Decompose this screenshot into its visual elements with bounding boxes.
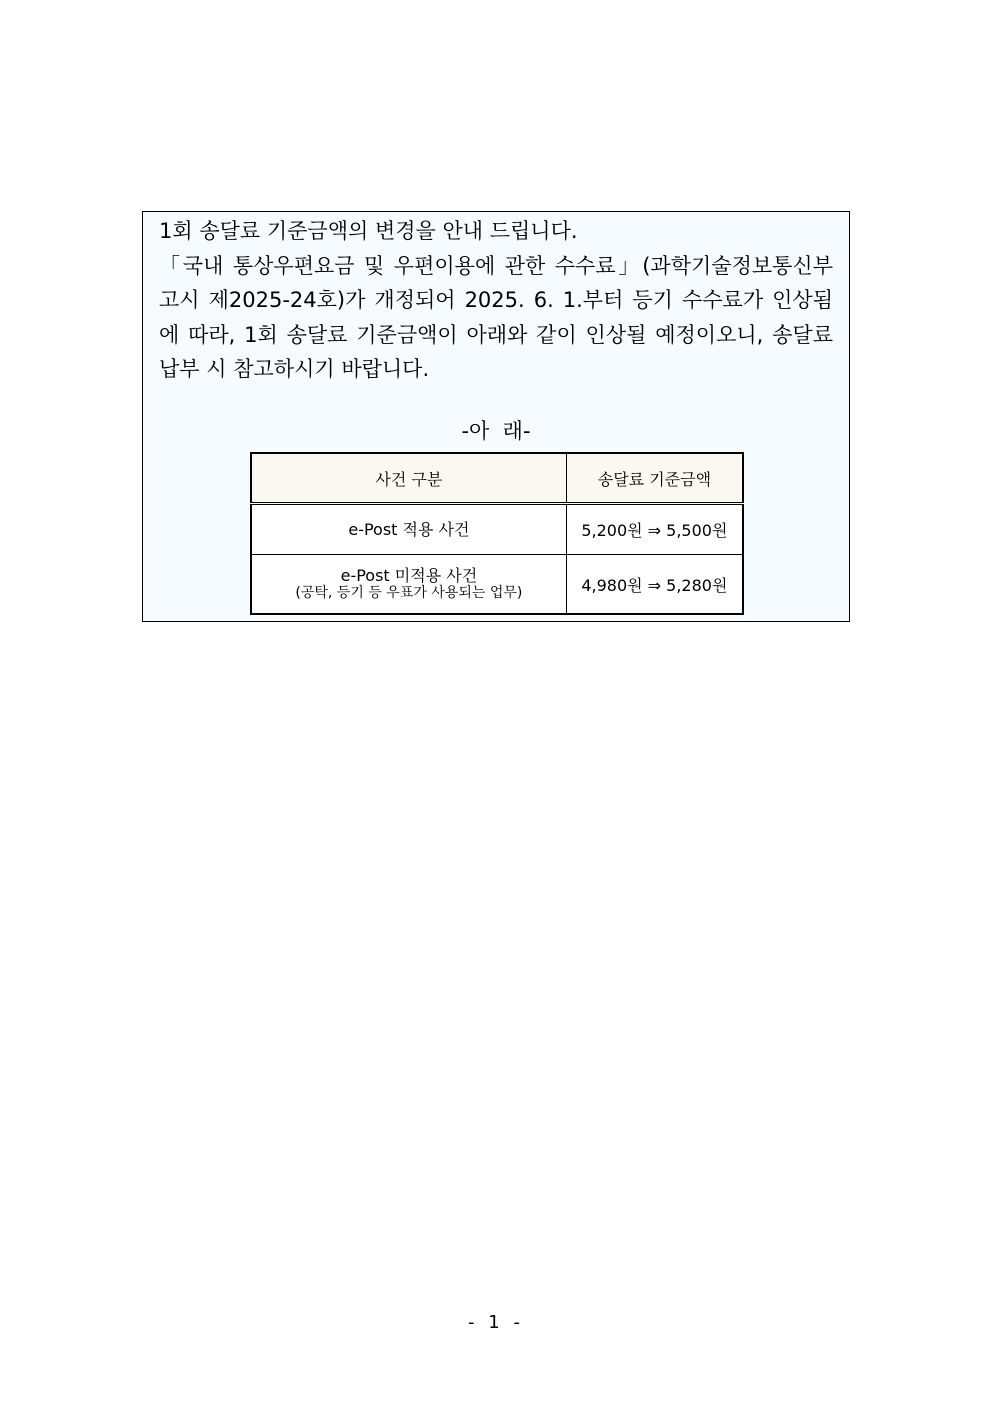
notice-heading: 1회 송달료 기준금액의 변경을 안내 드립니다. [159, 219, 578, 243]
case-type-cell [251, 555, 566, 615]
amount-cell: 4,980원 ⇒ 5,280원 [566, 555, 743, 615]
case-type-label: e-Post 적용 사건 [348, 519, 470, 539]
table-header-row [251, 453, 743, 504]
notice-body: 「국내 통상우편요금 및 우편이용에 관한 수수료」(과학기술정보통신부 고시 제2025-24호)가 개정되어 2025. 6. 1.부터 등기 수수료가 인상됨에 따라, 1회 송달료 기준금액이 아래와 같이 인상될 예정이오니, 송달료 납부 시 참고하시기 바랍니다. [159, 253, 833, 381]
case-type-label: e-Post 미적용 사건 [340, 565, 478, 585]
table-row [251, 504, 743, 555]
page-number: - 1 - [468, 1312, 524, 1333]
header-base-amount: 송달료 기준금액 [566, 453, 743, 504]
table-row [251, 555, 743, 615]
case-type-note: (공탁, 등기 등 우표가 사용되는 업무) [295, 584, 523, 601]
case-type-cell [251, 504, 566, 555]
notice-box [142, 211, 850, 622]
header-case-type: 사건 구분 [251, 453, 566, 504]
amount-cell: 5,200원 ⇒ 5,500원 [566, 504, 743, 555]
below-label: -아 래- [461, 419, 531, 443]
fee-table [250, 452, 744, 615]
